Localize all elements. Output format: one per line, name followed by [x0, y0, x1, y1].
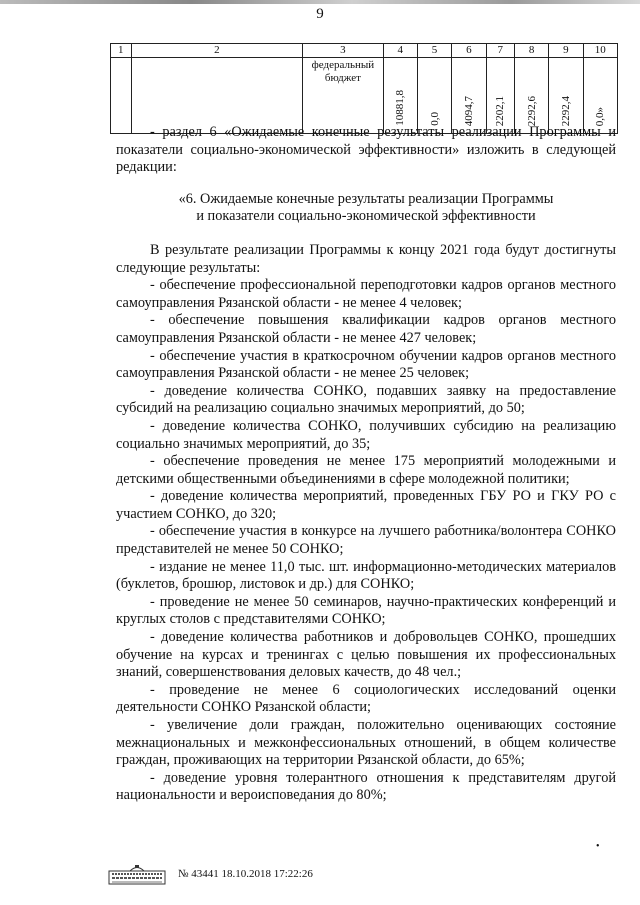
value-text: 4094,7: [462, 95, 475, 126]
header-cell: 4: [383, 44, 417, 58]
registration-number: № 43441 18.10.2018 17:22:26: [178, 868, 313, 880]
value-cell: [417, 58, 451, 134]
table-cell-empty: [111, 58, 132, 134]
section-heading-line: и показатели социально-экономической эффективности: [196, 208, 536, 225]
value-text: 2202,1: [494, 95, 507, 126]
value-cell: [514, 58, 548, 134]
table-header-row: [111, 44, 618, 58]
scan-edge: [0, 0, 640, 4]
result-item: - доведение количества мероприятий, проведенных ГБУ РО и ГКУ РО с участием СОНКО, до 320;: [116, 488, 616, 522]
registry-stamp-icon: [108, 863, 166, 885]
header-cell: 10: [583, 44, 617, 58]
result-item: - обеспечение участия в конкурсе на лучшего работника/волонтера СОНКО представителей не менее 50 СОНКО;: [116, 523, 616, 558]
table-row: [111, 58, 618, 134]
section-heading-line: «6. Ожидаемые конечные результаты реализации Программы: [178, 190, 554, 207]
value-text: 0,0»: [594, 106, 607, 126]
table-cell-empty: [131, 58, 303, 134]
value-cell: [383, 58, 417, 134]
header-cell: 3: [303, 44, 383, 58]
header-cell: 8: [514, 44, 548, 58]
result-item: - обеспечение повышения квалификации кадров органов местного самоуправления Рязанской области - не менее 427 человек;: [116, 312, 616, 346]
value-text: 0,0: [428, 112, 441, 126]
result-item: - проведение не менее 50 семинаров, научно-практических конференций и круглых столов с представителями СОНКО;: [116, 593, 616, 628]
value-cell: [583, 58, 617, 134]
result-item: - обеспечение участия в краткосрочном обучении кадров органов местного самоуправления Рязанской области - не менее 25 человек;: [116, 347, 616, 382]
result-item: - доведение количества работников и добровольцев СОНКО, прошедших обучение на курсах и тренингах с целью повышения их профессиональных знаний, совершенствования деловых качеств, до 48 чел.;: [116, 629, 616, 681]
page-number: 9: [316, 6, 324, 22]
value-text: 2292,4: [559, 95, 572, 126]
header-cell: 1: [111, 44, 132, 58]
intro-paragraph: - раздел 6 «Ожидаемые конечные результаты реализации Программы и показатели социально-экономической эффективности» изложить в следующей редакции:: [116, 124, 616, 176]
header-cell: 6: [452, 44, 486, 58]
document-body: [116, 124, 616, 805]
value-cell: [486, 58, 514, 134]
result-item: - доведение количества СОНКО, подавших заявку на предоставление субсидий на реализацию социально значимых мероприятий, до 50;: [116, 382, 616, 417]
scan-speck: •: [596, 841, 600, 852]
document-footer: [108, 862, 508, 886]
result-item: - доведение уровня толерантного отношения к представителям другой национальности и вероисповедания до 80%;: [116, 769, 616, 804]
result-item: - проведение не менее 6 социологических исследований оценки деятельности СОНКО Рязанской области;: [116, 681, 616, 716]
result-item: - издание не менее 11,0 тыс. шт. информационно-методических материалов (буклетов, брошюр, листовок и др.) для СОНКО;: [116, 558, 616, 593]
result-item: - увеличение доли граждан, положительно оценивающих состояние межнациональных и межконфессиональных отношений, в общем количестве граждан, проживающих на территории Рязанской области, до 65%;: [116, 717, 616, 769]
result-item: - доведение количества СОНКО, получивших субсидию на реализацию социально значимых мероприятий, до 35;: [116, 417, 616, 452]
result-item: - обеспечение проведения не менее 175 мероприятий молодежными и детскими общественными объединениями в сфере молодежной политики;: [116, 453, 616, 487]
result-item: - обеспечение профессиональной переподготовки кадров органов местного самоуправления Рязанской области - не менее 4 человек;: [116, 277, 616, 311]
budget-table: [110, 43, 618, 134]
header-cell: 5: [417, 44, 451, 58]
header-cell: 7: [486, 44, 514, 58]
header-cell: 9: [549, 44, 583, 58]
value-cell: [549, 58, 583, 134]
value-cell: [452, 58, 486, 134]
section-heading: [116, 191, 616, 226]
value-text: 2292,6: [525, 95, 538, 126]
funding-source-cell: федеральный бюджет: [303, 58, 383, 134]
value-text: 10881,8: [394, 90, 407, 126]
results-paragraph: В результате реализации Программы к концу 2021 года будут достигнуты следующие результаты:: [116, 241, 616, 276]
header-cell: 2: [131, 44, 303, 58]
